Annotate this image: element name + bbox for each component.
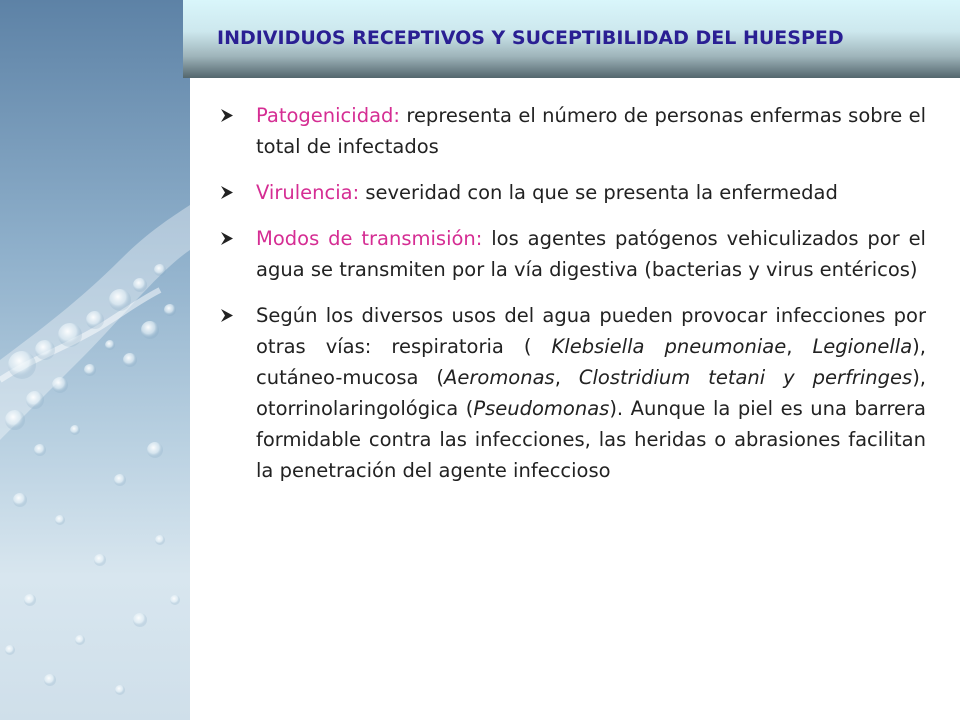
body-text: ), cutáneo-mucosa ( xyxy=(256,335,926,389)
arrowhead-bullet-icon xyxy=(220,108,234,123)
bullet-virulencia xyxy=(220,177,926,208)
bullet-patogenicidad xyxy=(220,100,926,162)
body-text: , xyxy=(786,335,813,358)
organism-name: Aeromonas xyxy=(444,366,555,389)
slide-title: INDIVIDUOS RECEPTIVOS Y SUCEPTIBILIDAD DEL HUESPED xyxy=(217,27,844,49)
body-text: ), otorrinolaringológica ( xyxy=(256,366,927,420)
arrowhead-bullet-icon xyxy=(220,231,234,246)
term-description: severidad con la que se presenta la enfermedad xyxy=(359,181,838,204)
bullet-modos-transmision xyxy=(220,223,926,285)
title-bar xyxy=(183,0,960,78)
organism-name: Clostridium tetani y perfringes xyxy=(578,366,913,389)
organism-name: Legionella xyxy=(812,335,913,358)
body-text: , xyxy=(554,366,579,389)
arrowhead-bullet-icon xyxy=(220,308,234,323)
bullet-usos-agua xyxy=(220,300,926,486)
organism-name: Klebsiella pneumoniae xyxy=(551,335,787,358)
body-text: ). Aunque la piel es una barrera formidable contra las infecciones, las heridas o abrasiones facilitan la penetración del agente infeccioso xyxy=(256,397,926,482)
water-splash-graphic xyxy=(0,0,190,720)
arrowhead-bullet-icon xyxy=(220,185,234,200)
term-label: Virulencia: xyxy=(256,181,360,204)
organism-name: Pseudomonas xyxy=(473,397,610,420)
term-description: representa el número de personas enfermas sobre el total de infectados xyxy=(256,104,926,158)
water-splash-image xyxy=(0,0,190,720)
term-label: Modos de transmisión: xyxy=(256,227,483,250)
bullet-list xyxy=(220,100,926,501)
term-description: los agentes patógenos vehiculizados por el agua se transmiten por la vía digestiva (bacterias y virus entéricos) xyxy=(256,227,926,281)
body-text: Según los diversos usos del agua pueden provocar infecciones por otras vías: respiratoria ( xyxy=(256,304,926,358)
term-label: Patogenicidad: xyxy=(256,104,400,127)
